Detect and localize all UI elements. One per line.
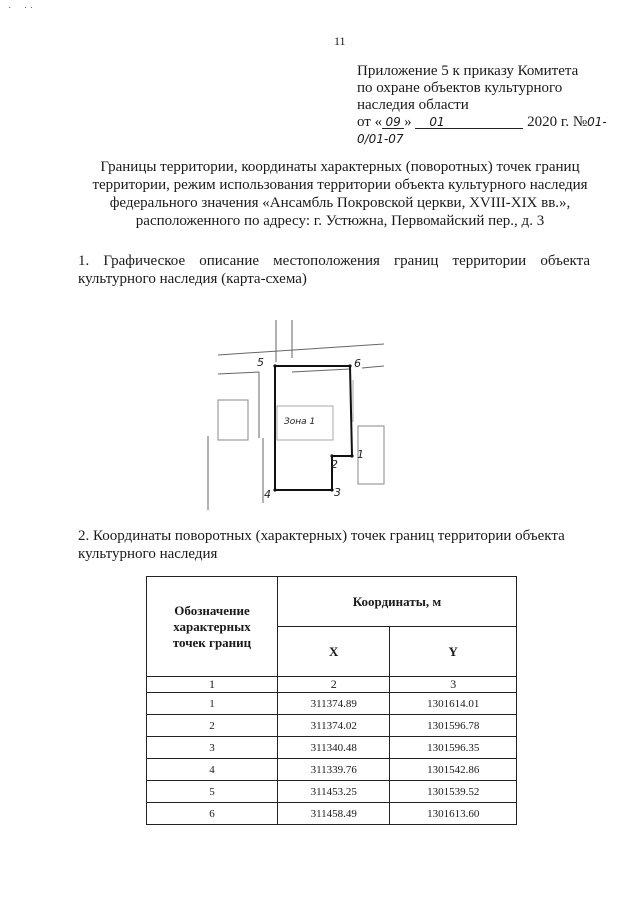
point-label: 5 <box>257 356 264 369</box>
y-cell: 1301596.78 <box>390 715 517 737</box>
appendix-line-1: Приложение 5 к приказу Комитета <box>357 63 579 79</box>
point-label: 6 <box>354 357 361 370</box>
x-cell: 311339.76 <box>278 759 390 781</box>
x-cell: 311374.89 <box>278 693 390 715</box>
appendix-block <box>357 63 627 148</box>
appendix-line-3: наследия области <box>357 97 469 113</box>
order-number: 01-0/01-07 <box>357 115 607 146</box>
date-day-close: » <box>404 114 412 130</box>
point-label: 1 <box>357 448 364 461</box>
y-cell: 1301539.52 <box>390 781 517 803</box>
street-line <box>292 369 350 372</box>
x-cell: 311458.49 <box>278 803 390 825</box>
street-line <box>362 366 384 368</box>
street-line <box>218 372 259 374</box>
y-cell: 1301596.35 <box>390 737 517 759</box>
header-designation: Обозначение характерных точек границ <box>147 577 278 677</box>
column-numbers-row <box>147 677 517 693</box>
header-y: Y <box>390 627 517 677</box>
table-row <box>147 737 517 759</box>
table-row <box>147 781 517 803</box>
x-cell: 311453.25 <box>278 781 390 803</box>
point-cell: 5 <box>147 781 278 803</box>
header-x: X <box>278 627 390 677</box>
point-cell: 1 <box>147 693 278 715</box>
zone-label: Зона 1 <box>284 417 316 427</box>
coordinates-table <box>146 576 517 825</box>
y-cell: 1301613.60 <box>390 803 517 825</box>
date-prefix: от « <box>357 114 383 130</box>
x-cell: 311340.48 <box>278 737 390 759</box>
column-number: 2 <box>278 677 390 693</box>
y-cell: 1301542.86 <box>390 759 517 781</box>
column-number: 1 <box>147 677 278 693</box>
heading-line-1: Границы территории, координаты характерных (поворотных) точек границ <box>100 159 580 175</box>
date-month: 01 <box>429 115 445 129</box>
point-cell: 4 <box>147 759 278 781</box>
appendix-date-line <box>357 114 627 148</box>
y-cell: 1301614.01 <box>390 693 517 715</box>
table-row <box>147 715 517 737</box>
date-day: 09 <box>385 115 401 129</box>
point-cell: 3 <box>147 737 278 759</box>
table-row <box>147 759 517 781</box>
table-row <box>147 803 517 825</box>
point-cell: 2 <box>147 715 278 737</box>
x-cell: 311374.02 <box>278 715 390 737</box>
appendix-line-2: по охране объектов культурного <box>357 80 563 96</box>
point-label: 4 <box>264 488 271 501</box>
building-outline <box>218 400 248 440</box>
date-year: 2020 г. № <box>527 114 588 130</box>
point-label: 3 <box>334 486 341 499</box>
scan-marks: ˙ ˙ ˙ <box>8 6 33 17</box>
point-label: 2 <box>331 458 338 471</box>
street-line <box>218 344 384 355</box>
section-1-title: 1. Графическое описание местоположения границ территории объекта культурного наследия (карта-схема) <box>78 253 590 287</box>
section-2-title: 2. Координаты поворотных (характерных) точек границ территории объекта культурного наследия <box>78 528 565 562</box>
heading-line-3: федерального значения «Ансамбль Покровской церкви, XVIII-XIX вв.», <box>109 195 571 211</box>
table-row <box>147 693 517 715</box>
header-coordinates: Координаты, м <box>278 577 517 627</box>
document-heading <box>70 158 610 230</box>
territory-boundary <box>275 366 352 490</box>
point-cell: 6 <box>147 803 278 825</box>
heading-line-2: территории, режим использования территории объекта культурного наследия <box>92 177 588 193</box>
page-number: 11 <box>334 34 346 48</box>
column-number: 3 <box>390 677 517 693</box>
heading-line-4: расположенного по адресу: г. Устюжна, Первомайский пер., д. 3 <box>135 213 545 229</box>
map-scheme <box>200 318 385 513</box>
